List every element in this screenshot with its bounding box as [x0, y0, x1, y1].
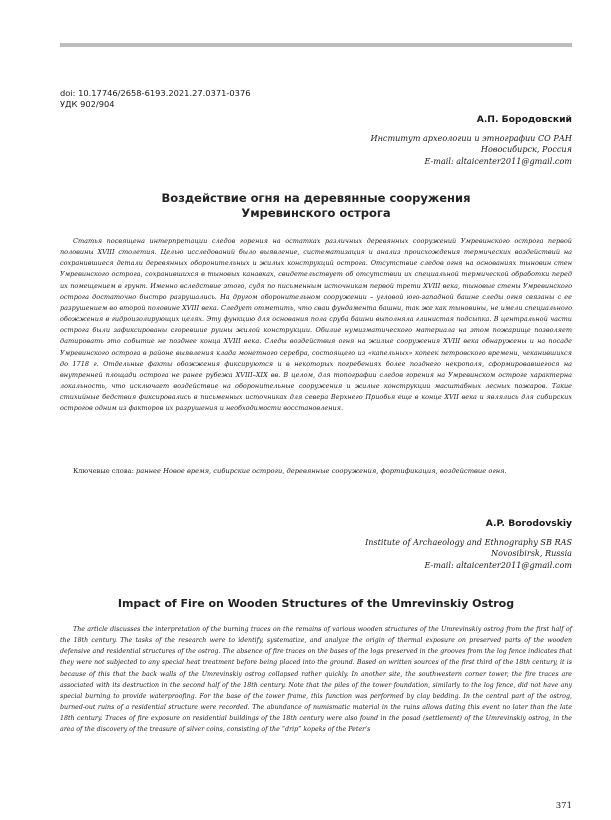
en-city: Novosibirsk, Russia: [490, 548, 572, 559]
en-email: E-mail: altaicenter2011@gmail.com: [424, 559, 572, 570]
header-rule: [60, 43, 572, 47]
ru-keywords-label: Ключевые слова:: [73, 467, 134, 475]
ru-author-name: А.П. Бородовский: [476, 114, 572, 125]
en-title: Impact of Fire on Wooden Structures of the Umrevinskiy Ostrog: [117, 597, 515, 610]
ru-affiliation: Институт археологии и этнографии СО РАН: [370, 133, 572, 143]
udk: УДК 902/904: [60, 99, 115, 109]
doi: doi: 10.17746/2658-6193.2021.27.0371-0376: [60, 88, 251, 98]
en-author-name: A.P. Borodovskiy: [485, 518, 572, 529]
ru-title-line-1: Воздействие огня на деревянные сооружения: [161, 191, 471, 205]
ru-keywords: [60, 466, 572, 477]
ru-title-line-2: Умревинского острога: [241, 206, 391, 220]
en-author-block: [365, 518, 572, 571]
ru-email: E-mail: altaicenter2011@gmail.com: [424, 155, 572, 166]
ru-keywords-text: раннее Новое время, сибирские остроги, деревянные сооружения, фортификация, воздействие огня.: [135, 467, 507, 475]
ru-abstract: Статья посвящена интерпретации следов горения на остатках различных деревянных сооружений Умревинского острога первой половины XVIII столетия. Целью исследований было выявление, систематизация и анализ происхождения термических воздействий на сохранившиеся детали деревянных оборонительных и жилых конструкций острога. Отсутствие следов огня на основаниях тыновин стен Умревинского острога, сохранившихся в тыновых канавках, свидетельствует об отсутствии их специальной термической обработки перед их помещением в грунт. Именно вследствие этого, судя по письменным источникам первой трети XVIII века, тыновые стены Умревинского острога достаточно быстро разрушались. На другом оборонительном сооружении – угловой юго-западной башне следы огня связаны с ее разрушением во второй половине XVIII века. Следует отметить, что сваи фундамента башни, так же как тыновины, не имели специального обожжения в гидроизолирующих целях. Эту функцию для основания пола сруба башни выполняла глинистая подсыпка. В центральной части острога были зафиксированы сгоревшие руины жилой конструкции. Обилие нумизматического материала на этом пожарище позволяет датировать это событие не позднее конца XVIII века. Следы воздействия огня на жилые сооружения XVIII века обнаружены и на посаде Умревинского острога в районе выявления клада монетного серебра, состоящего из «капельных» копеек петровского времени, чеканившихся до 1718 г. Отдельные факты обожжения фиксируются и в некоторых погребениях более позднего некрополя, сформировавшегося на внутренней площади острога не ранее рубежа XVIII–XIX вв. В целом, для топографии следов горения на Умревинском остроге характерна локальность, что исключает воздействие на оборонительные сооружения и жилые конструкции масштабных лесных пожаров. Такие стихийные бедствия фиксировались в письменных источниках для севера Верхнего Приобья еще в конце XVII века и являлись для сибирских острогов одним из факторов их разрушения и необходимости восстановления.: [60, 237, 572, 413]
en-abstract: The article discusses the interpretation of the burning traces on the remains of various wooden structures of the Umrevinskiy ostrog from the first half of the 18th century. The tasks of the research were to identify, systematize, and analyze the origin of thermal exposure on preserved parts of the wooden defensive and residential structures of the ostrog. The absence of fire traces on the bases of the logs preserved in the grooves from the log fence indicates that they were not subjected to any special heat treatment before being placed into the ground. Based on written sources of the first third of the 18th century, it is because of this that the back walls of the Umrevinskiy ostrog collapsed rather quickly. In another site, the southwestern corner tower, the fire traces are associated with its destruction in the second half of the 18th century. Note that the piles of the tower foundation, similarly to the log fence, did not have any special burning to provide waterproofing. For the base of the tower frame, this function was performed by clay bedding. In the central part of the ostrog, burned-out ruins of a residential structure were recorded. The abundance of numismatic material in the ruins allows dating this event no later than the late 18th century. Traces of fire exposure on residential buildings of the 18th century were also found in the posad (settlement) of the Umrevinskiy ostrog, in the area of the discovery of the treasure of silver coins, consisting of the “drip” kopeks of the Peter’s: [60, 626, 572, 734]
en-affiliation: Institute of Archaeology and Ethnography SB RAS: [365, 537, 572, 547]
ru-title: [60, 191, 572, 221]
page-number: 371: [555, 801, 572, 811]
ru-city: Новосибирск, Россия: [480, 144, 572, 155]
ru-author-block: [371, 114, 572, 167]
